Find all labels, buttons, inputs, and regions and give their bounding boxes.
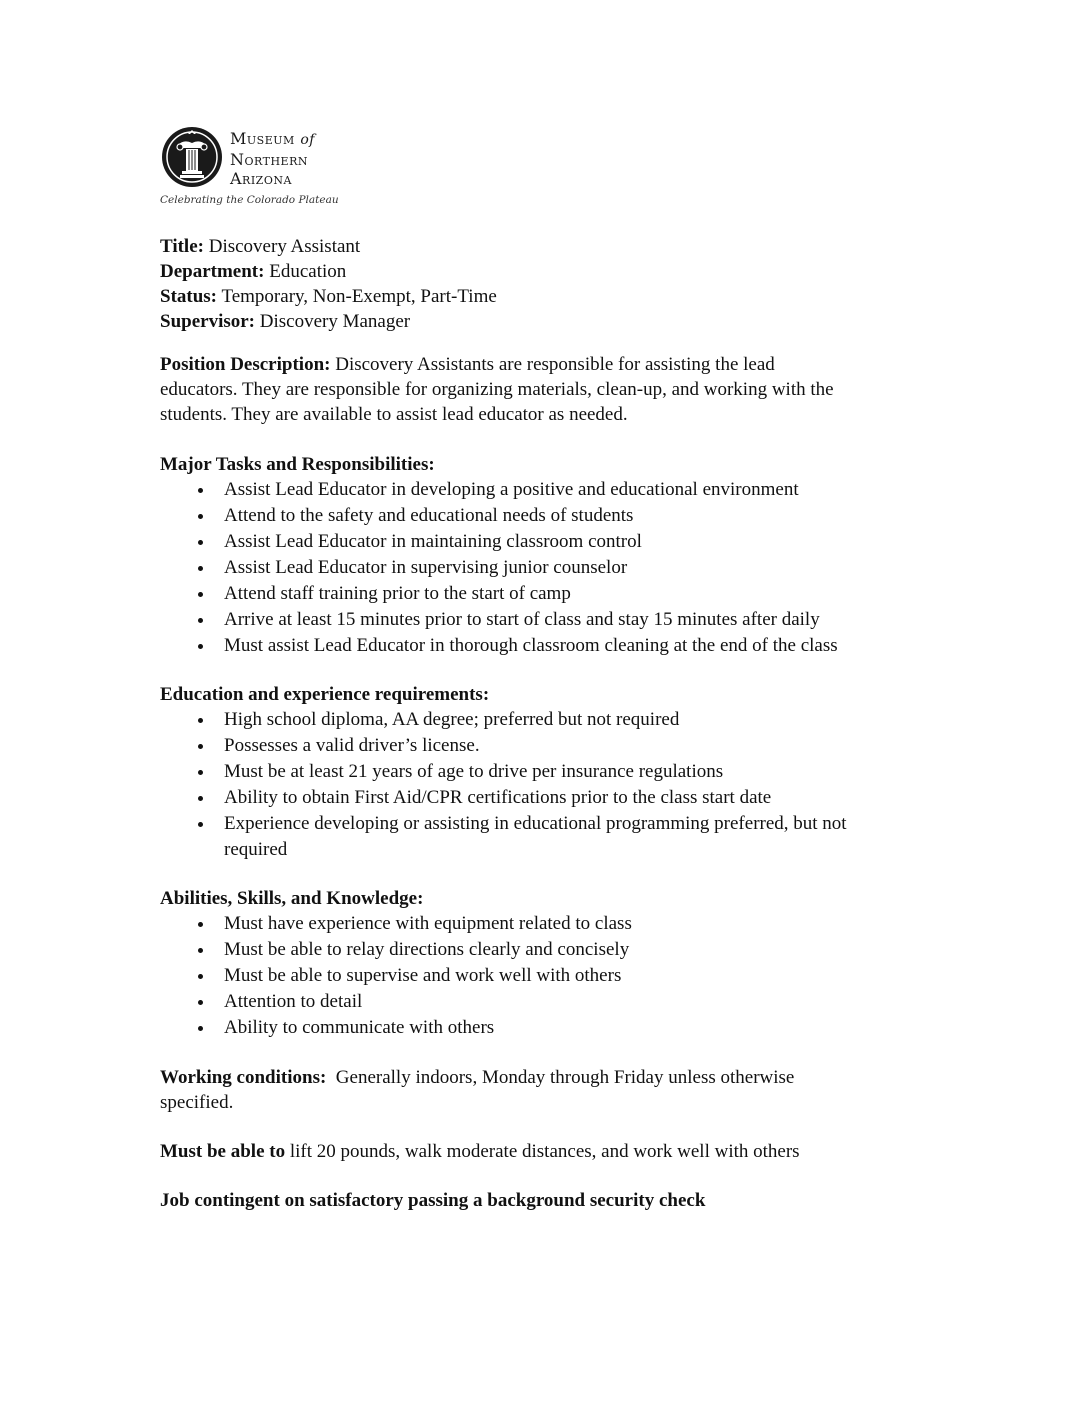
education-section bbox=[160, 682, 950, 863]
list-item: Possesses a valid driver’s license. bbox=[160, 733, 950, 759]
logo-line-northern: Northern bbox=[230, 150, 308, 169]
list-item bbox=[160, 811, 950, 863]
position-line-2: educators. They are responsible for organizing materials, clean-up, and working with the bbox=[160, 379, 834, 400]
physical-label: Must be able to bbox=[160, 1141, 286, 1162]
list-item: Must assist Lead Educator in thorough classroom cleaning at the end of the class bbox=[160, 633, 950, 659]
abilities-heading: Abilities, Skills, and Knowledge: bbox=[160, 888, 424, 909]
list-item: Assist Lead Educator in supervising junior counselor bbox=[160, 555, 950, 581]
status-value: Temporary, Non-Exempt, Part-Time bbox=[221, 286, 497, 307]
list-item: Attention to detail bbox=[160, 989, 950, 1015]
logo-wordmark bbox=[230, 129, 315, 188]
list-item-line-1: Experience developing or assisting in educational programming preferred, but not bbox=[224, 813, 847, 834]
list-item: Ability to obtain First Aid/CPR certifications prior to the class start date bbox=[160, 785, 950, 811]
tasks-list bbox=[160, 477, 950, 659]
list-item: Assist Lead Educator in developing a positive and educational environment bbox=[160, 477, 950, 503]
title-label: Title: bbox=[160, 236, 204, 257]
list-item: High school diploma, AA degree; preferred but not required bbox=[160, 707, 950, 733]
department-label: Department: bbox=[160, 261, 265, 282]
logo-line-museum: Museum bbox=[230, 129, 295, 148]
position-description bbox=[160, 352, 950, 427]
list-item-line-2: required bbox=[224, 839, 288, 860]
position-label: Position Description: bbox=[160, 354, 331, 375]
title-value: Discovery Assistant bbox=[208, 236, 361, 257]
title-row bbox=[160, 234, 950, 259]
list-item: Attend staff training prior to the start of camp bbox=[160, 581, 950, 607]
list-item: Must be able to supervise and work well with others bbox=[160, 963, 950, 989]
status-label: Status: bbox=[160, 286, 218, 307]
list-item: Must be at least 21 years of age to drive per insurance regulations bbox=[160, 759, 950, 785]
tasks-section bbox=[160, 452, 950, 659]
status-row bbox=[160, 284, 950, 309]
list-item: Arrive at least 15 minutes prior to start of class and stay 15 minutes after daily bbox=[160, 607, 950, 633]
list-item: Must have experience with equipment related to class bbox=[160, 911, 950, 937]
physical-value: lift 20 pounds, walk moderate distances, and work well with others bbox=[289, 1141, 800, 1162]
supervisor-value: Discovery Manager bbox=[259, 311, 411, 332]
museum-logo bbox=[160, 125, 360, 210]
education-list bbox=[160, 707, 950, 863]
working-line-2: specified. bbox=[160, 1092, 234, 1113]
background-check bbox=[160, 1188, 950, 1213]
museum-column-emblem-icon bbox=[160, 125, 224, 189]
education-heading: Education and experience requirements: bbox=[160, 684, 490, 705]
working-label: Working conditions: bbox=[160, 1067, 327, 1088]
job-header bbox=[160, 234, 950, 334]
physical-requirements bbox=[160, 1139, 950, 1164]
logo-line-of: of bbox=[300, 132, 315, 148]
abilities-list bbox=[160, 911, 950, 1041]
position-line-3: students. They are available to assist lead educator as needed. bbox=[160, 404, 628, 425]
logo-line-arizona: Arizona bbox=[230, 169, 292, 188]
department-value: Education bbox=[269, 261, 347, 282]
background-check-text: Job contingent on satisfactory passing a background security check bbox=[160, 1190, 706, 1211]
abilities-section bbox=[160, 886, 950, 1041]
position-line-1: Discovery Assistants are responsible for assisting the lead bbox=[335, 354, 775, 375]
supervisor-label: Supervisor: bbox=[160, 311, 255, 332]
list-item: Ability to communicate with others bbox=[160, 1015, 950, 1041]
list-item: Must be able to relay directions clearly and concisely bbox=[160, 937, 950, 963]
supervisor-row bbox=[160, 309, 950, 334]
department-row bbox=[160, 259, 950, 284]
list-item: Attend to the safety and educational needs of students bbox=[160, 503, 950, 529]
working-line-1: Generally indoors, Monday through Friday unless otherwise bbox=[335, 1067, 795, 1088]
logo-tagline: Celebrating the Colorado Plateau bbox=[160, 194, 339, 206]
list-item: Assist Lead Educator in maintaining classroom control bbox=[160, 529, 950, 555]
tasks-heading: Major Tasks and Responsibilities: bbox=[160, 454, 435, 475]
working-conditions bbox=[160, 1065, 950, 1115]
